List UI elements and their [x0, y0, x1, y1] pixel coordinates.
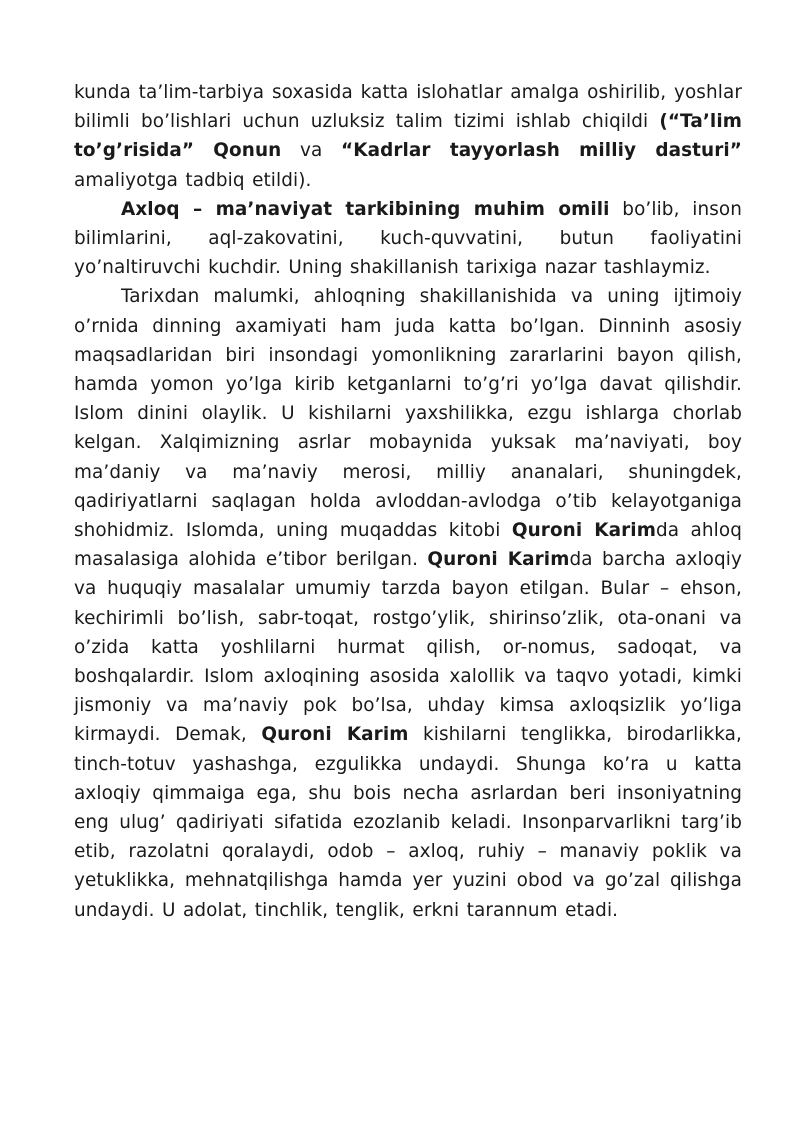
paragraph-3-text-c: da barcha axloqiy va huquqiy masalalar umumiy tarzda bayon etilgan. Bular – ehson, kechirimli bo’lish, sabr-toqat, rostgo’ylik, shirinso’zlik, ota-onani va o’zida katta yoshlilarni hurmat qilish, or-nomus, sadoqat, va boshqalardir. Islom axloqining asosida xalollik va taqvo yotadi, kimki jismoniy va ma’naviy pok bo’lsa, uhday kimsa axloqsizlik yo’liga kirmaydi. Demak, [74, 549, 742, 746]
paragraph-1-conjunction: va [281, 140, 342, 162]
paragraph-1 [74, 78, 742, 195]
quran-bold-1: Quroni Karim [511, 520, 656, 542]
paragraph-3-text-d: kishilarni tenglikka, birodarlikka, tinch-totuv yashashga, ezgulikka undaydi. Shunga ko’ra u katta axloqiy qimmaiga ega, shu bois necha asrlardan beri insoniyatning eng ulug’ qadiriyati sifatida ezozlanib keladi. Insonparvarlikni targ’ib etib, razolatni qoralaydi, odob – axloq, ruhiy – manaviy poklik va yetuklikka, mehnatqilishga hamda yer yuzini obod va go’zal qilishga undaydi. U adolat, tinchlik, tenglik, erkni tarannum etadi. [74, 724, 742, 921]
paragraph-1-ending: amaliyotga tadbiq etildi). [74, 169, 312, 191]
quran-bold-3: Quroni Karim [261, 724, 409, 746]
quran-bold-2: Quroni Karim [427, 549, 570, 571]
paragraph-2-lead-bold: Axloq – ma’naviyat tarkibining muhim omili [121, 198, 610, 220]
document-page [74, 78, 742, 925]
paragraph-2-text: bo’lib, inson bilimlarini, aql-zakovatini, kuch-quvvatini, butun faoliyatini yo’naltiruvchi kuchdir. Uning shakillanish tarixiga nazar tashlaymiz. [74, 198, 742, 279]
paragraph-3-text-b: da ahloq masalasiga alohida e’tibor berilgan. [74, 520, 742, 571]
paragraph-2 [74, 195, 742, 283]
program-title-bold: “Kadrlar tayyorlash milliy dasturi” [341, 140, 742, 162]
law-title-bold: (“Ta’lim to’g’risida” Qonun [74, 111, 742, 162]
paragraph-3-text-a: Tarixdan malumki, ahloqning shakillanishida va uning ijtimoiy o’rnida dinning axamiyati ham juda katta bo’lgan. Dinninh asosiy maqsadlaridan biri insondagi yomonlikning zararlarini bayon qilish, hamda yomon yo’lga kirib ketganlarni to’g’ri yo’lga davat qilishdir. Islom dinini olaylik. U kishilarni yaxshilikka, ezgu ishlarga chorlab kelgan. Xalqimizning asrlar mobaynida yuksak ma’naviyati, boy ma’daniy va ma’naviy merosi, milliy ananalari, shuningdek, qadiriyatlarni saqlagan holda avloddan-avlodga o’tib kelayotganiga shohidmiz. Islomda, uning muqaddas kitobi [74, 286, 742, 542]
paragraph-3 [74, 282, 742, 924]
paragraph-1-text: kunda ta’lim-tarbiya soxasida katta islohatlar amalga oshirilib, yoshlar bilimli bo’lishlari uchun uzluksiz talim tizimi ishlab chiqildi [74, 82, 742, 133]
